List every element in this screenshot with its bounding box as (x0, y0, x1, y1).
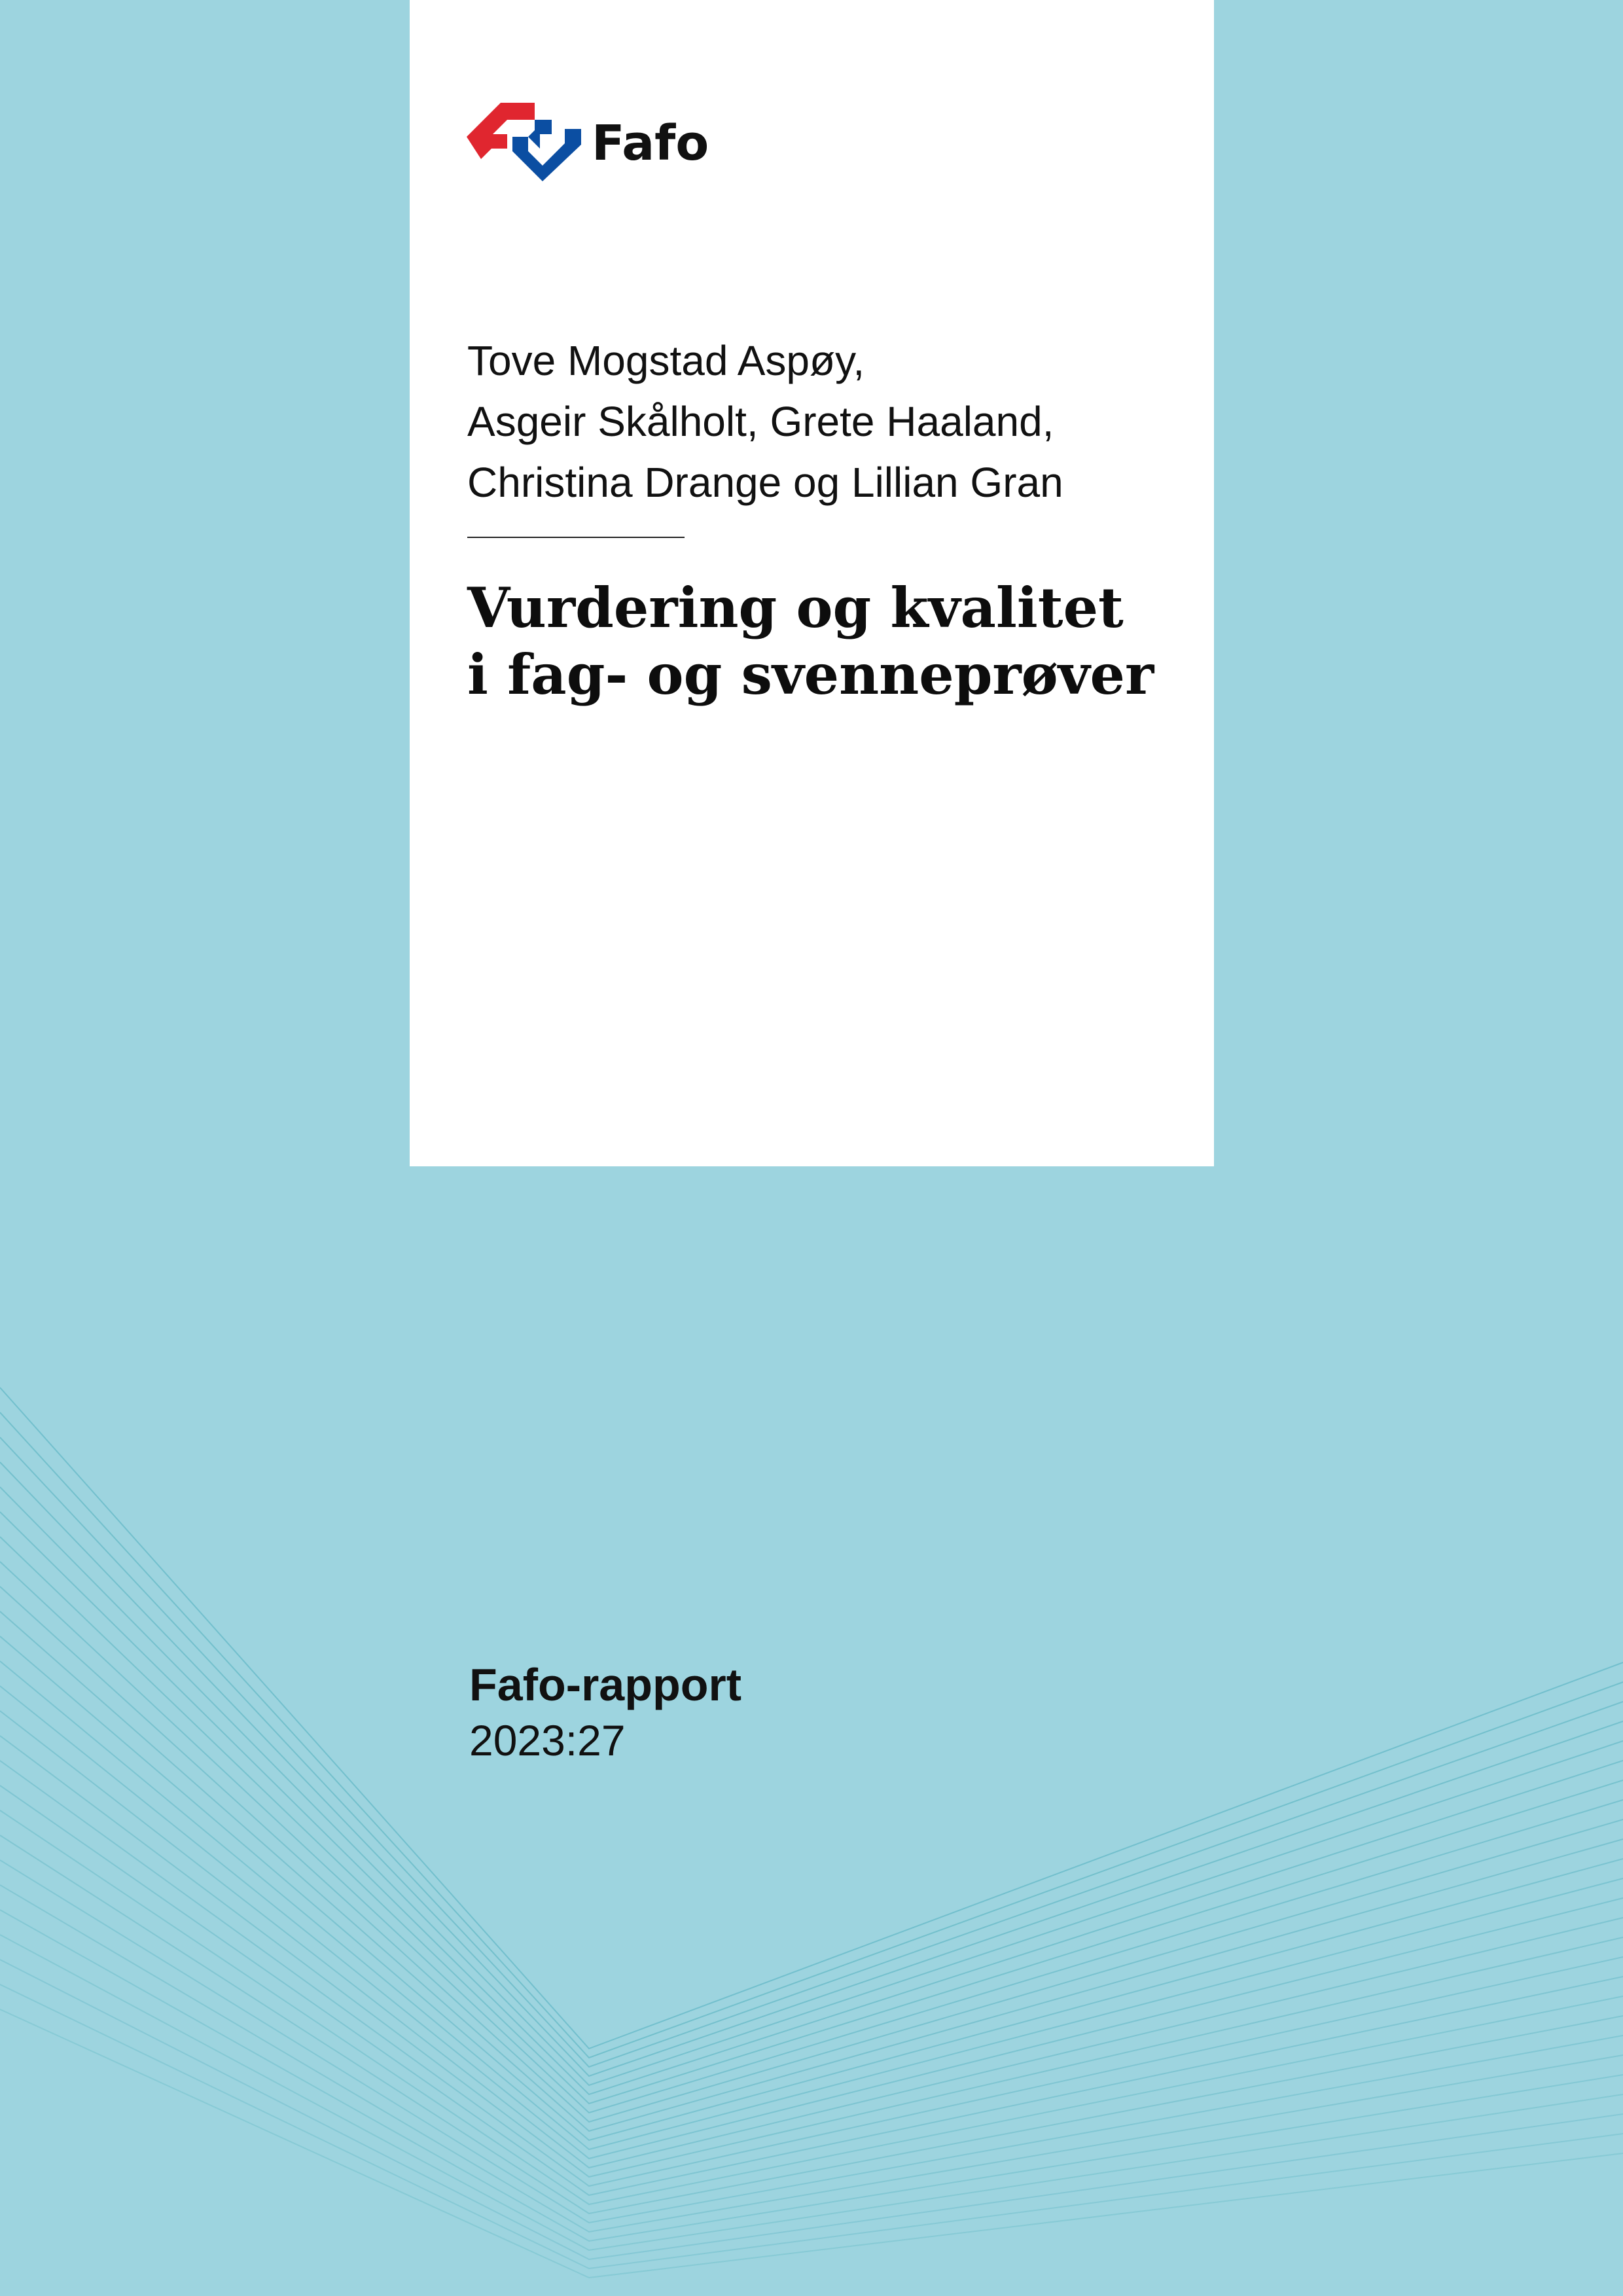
report-number: 2023:27 (469, 1716, 626, 1765)
pattern-line (0, 1512, 1623, 2094)
pattern-line (0, 1785, 1623, 2195)
publisher-name: Fafo (592, 115, 709, 171)
pattern-line (0, 1587, 1623, 2122)
pattern-line (0, 1537, 1623, 2104)
pattern-line (0, 1611, 1623, 2131)
pattern-line (0, 1860, 1623, 2223)
author-line: Christina Drange og Lillian Gran (467, 459, 1063, 506)
title-line: i fag- og svenneprøver (467, 642, 1154, 707)
pattern-line (0, 1736, 1623, 2177)
pattern-line (0, 1462, 1623, 2076)
author-line: Tove Mogstad Aspøy, (467, 337, 865, 384)
pattern-line (0, 1388, 1623, 2049)
pattern-line (0, 1562, 1623, 2113)
pattern-line (0, 1960, 1623, 2259)
report-identifier (469, 1656, 741, 1767)
pattern-line (0, 1686, 1623, 2159)
author-list (467, 331, 1187, 513)
title-line: Vurdering og kvalitet (467, 575, 1124, 640)
report-title (467, 575, 1200, 708)
pattern-line (0, 1487, 1623, 2085)
fafo-logo-mark-icon (467, 103, 581, 181)
pattern-line (0, 1810, 1623, 2204)
author-line: Asgeir Skålholt, Grete Haaland, (467, 398, 1054, 445)
divider (467, 537, 685, 538)
pattern-line (0, 1711, 1623, 2168)
pattern-line (0, 1835, 1623, 2214)
pattern-line (0, 1935, 1623, 2250)
report-series: Fafo-rapport (469, 1659, 742, 1710)
pattern-line (0, 2009, 1623, 2278)
pattern-line (0, 1984, 1623, 2269)
fafo-logo (467, 103, 709, 181)
